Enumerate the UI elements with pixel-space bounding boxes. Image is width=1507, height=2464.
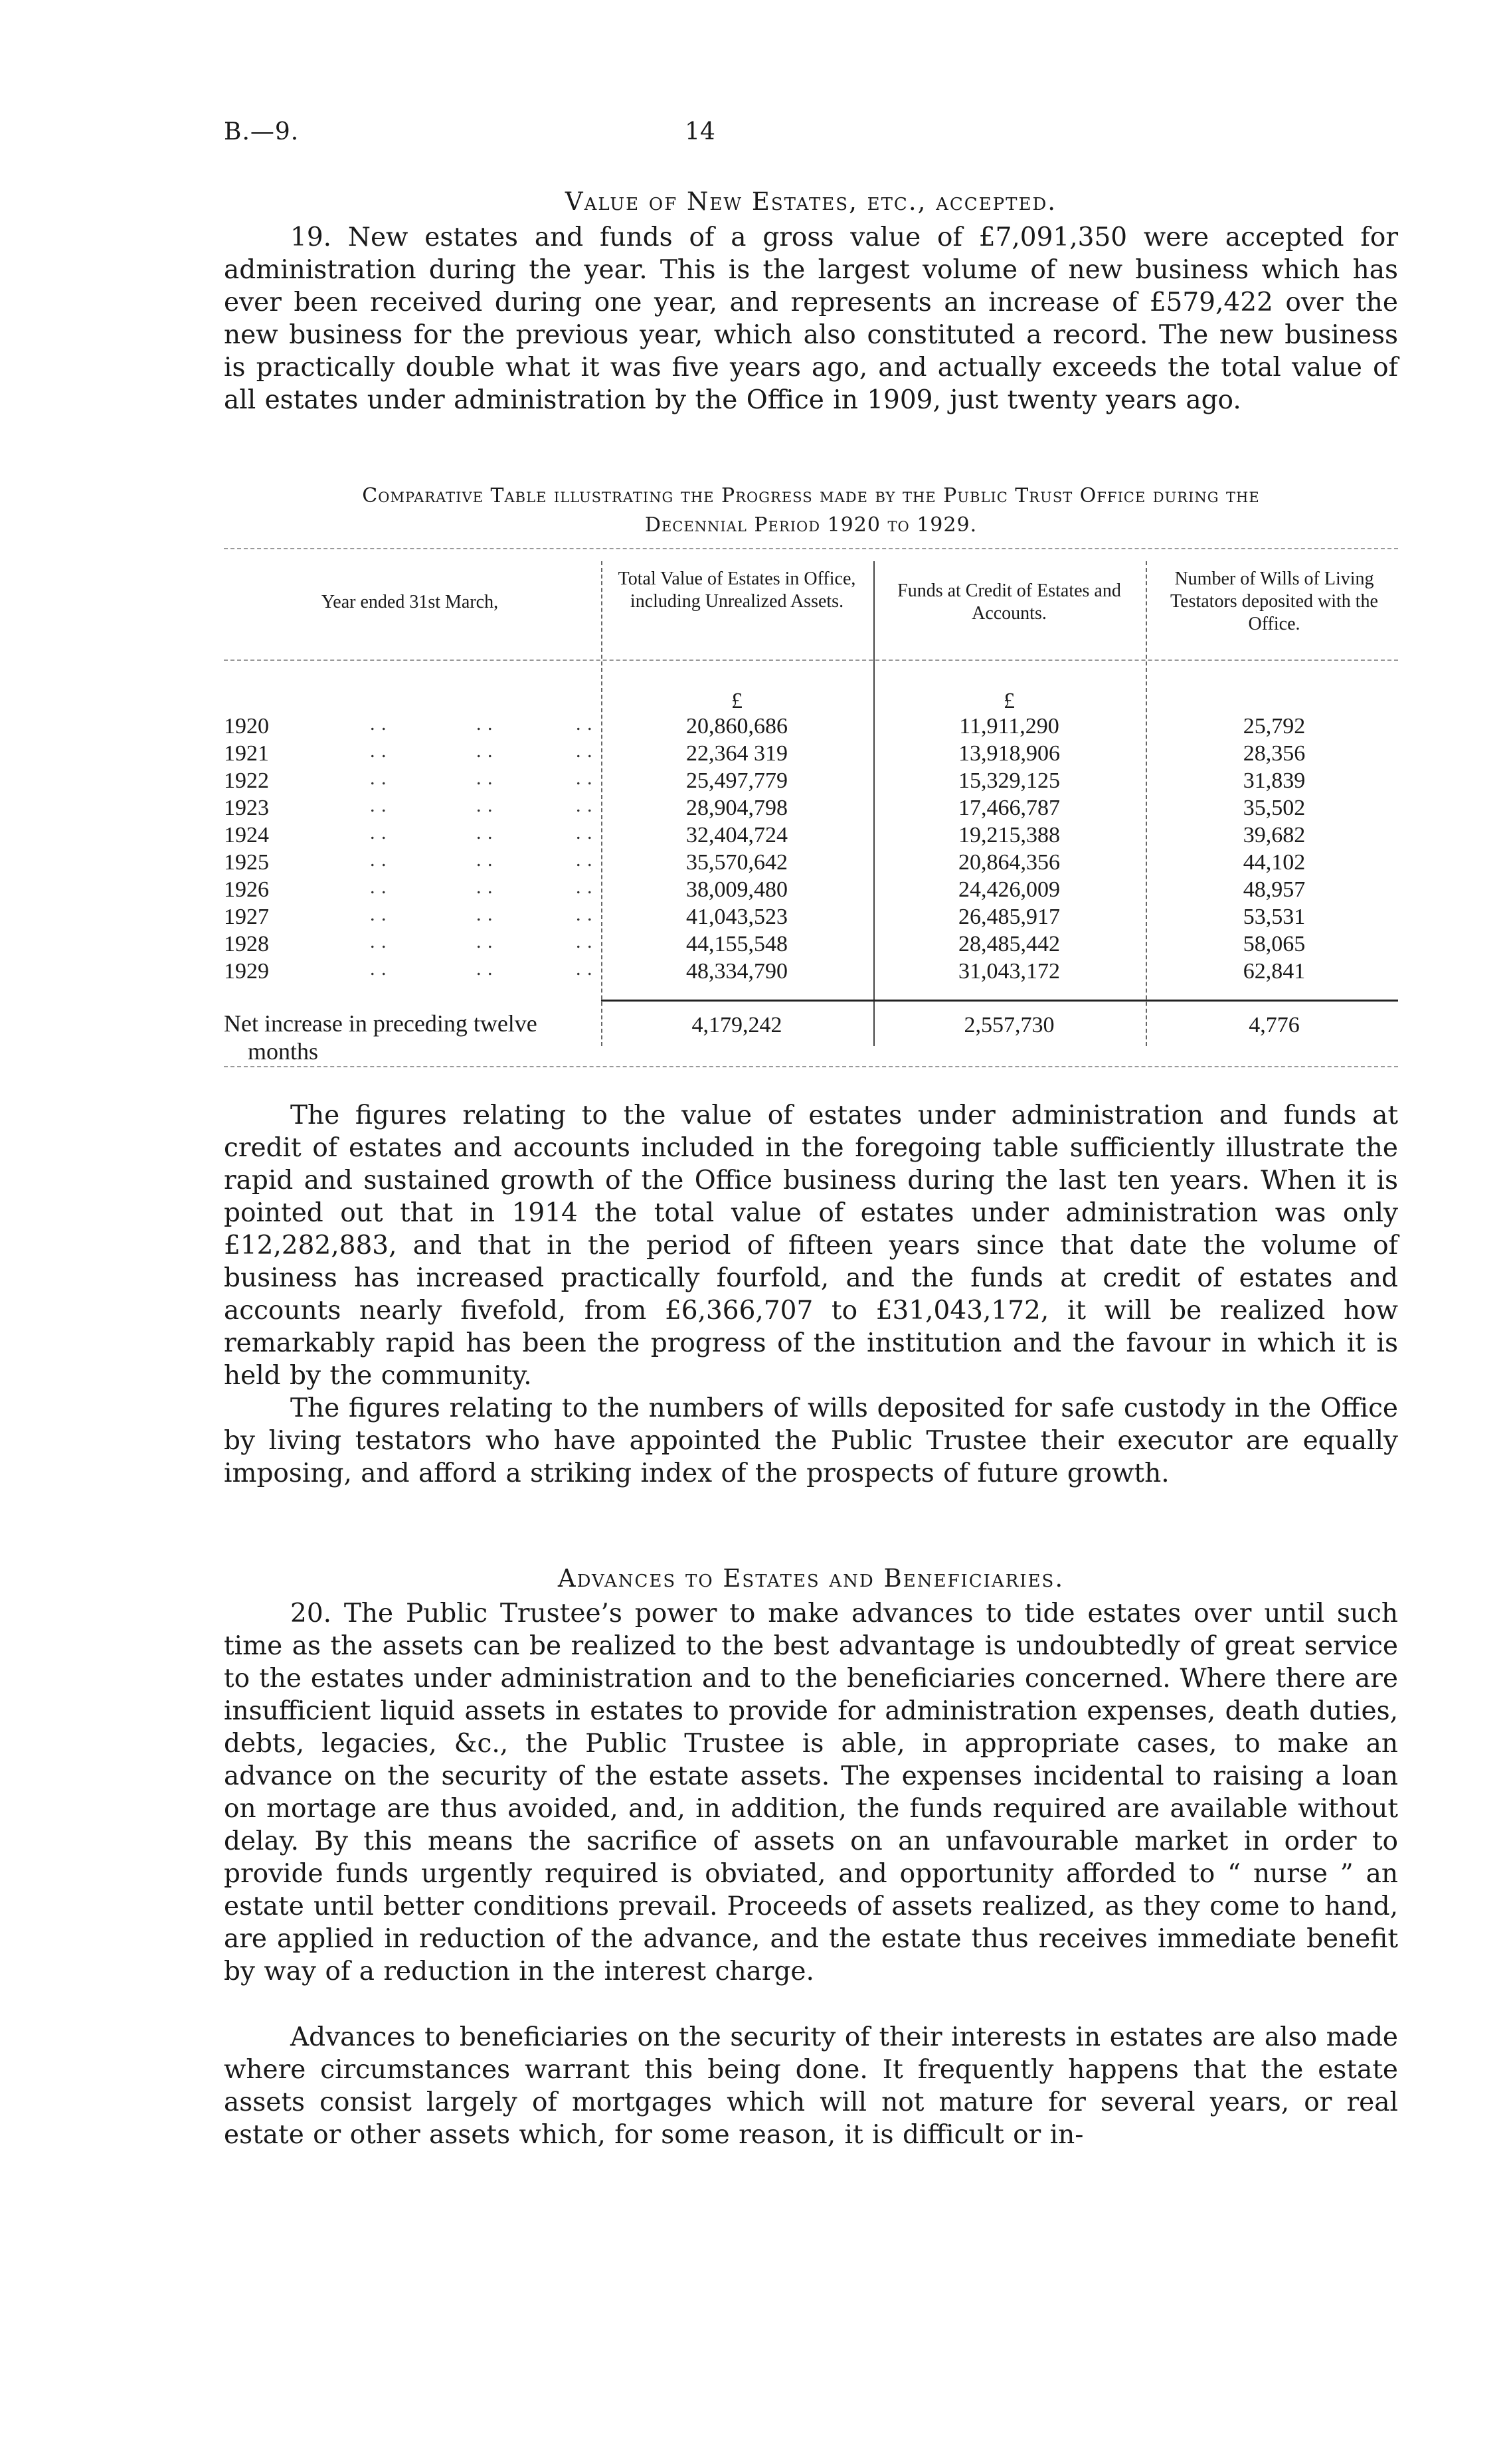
leader-dots: . .	[576, 930, 593, 952]
column-divider-1	[601, 561, 602, 1046]
table-caption-line2: Decennial Period 1920 to 1929.	[644, 513, 978, 537]
row-wills: 58,065	[1243, 932, 1306, 956]
row-funds: 28,485,442	[958, 932, 1060, 956]
leader-dots: . .	[576, 794, 593, 816]
row-total-value: 20,860,686	[686, 714, 788, 739]
net-increase-wills: 4,776	[1249, 1013, 1300, 1037]
leader-dots: . .	[576, 849, 593, 871]
paragraph-wills-figures: The figures relating to the numbers of wills deposited for safe custody in the Office by living testators who have appointed the Public Trustee their executor are equally imposing, and afford a striking index of the prospects of future growth.	[224, 1393, 1398, 1488]
row-total-value: 28,904,798	[686, 796, 788, 820]
row-funds: 13,918,906	[958, 741, 1060, 766]
page-number: 14	[685, 118, 715, 145]
leader-dots: . .	[476, 876, 493, 898]
leader-dots: . .	[370, 849, 387, 871]
row-funds: 17,466,787	[958, 796, 1060, 820]
leader-dots: . .	[370, 822, 387, 843]
row-year: 1927	[224, 905, 269, 929]
row-total-value: 41,043,523	[686, 905, 788, 929]
leader-dots: . .	[476, 767, 493, 789]
header-wills: Number of Wills of Living Testators deposited with the Office.	[1170, 569, 1378, 634]
row-total-value: 38,009,480	[686, 877, 788, 902]
leader-dots: . .	[370, 740, 387, 762]
row-wills: 35,502	[1243, 796, 1306, 820]
leader-dots: . .	[370, 930, 387, 952]
row-funds: 24,426,009	[958, 877, 1060, 902]
row-funds: 26,485,917	[958, 905, 1060, 929]
leader-dots: . .	[370, 713, 387, 735]
row-total-value: 35,570,642	[686, 850, 788, 875]
row-year: 1924	[224, 823, 269, 847]
row-funds: 19,215,388	[958, 823, 1060, 847]
leader-dots: . .	[370, 958, 387, 980]
row-year: 1920	[224, 714, 269, 739]
leader-dots: . .	[576, 767, 593, 789]
row-total-value: 48,334,790	[686, 959, 788, 984]
comparative-table	[224, 541, 1398, 1073]
leader-dots: . .	[370, 903, 387, 925]
row-year: 1926	[224, 877, 269, 902]
unit-total-value: £	[731, 689, 743, 713]
row-total-value: 22,364 319	[686, 741, 788, 766]
row-year: 1925	[224, 850, 269, 875]
column-divider-2	[873, 561, 875, 1046]
section-title-new-estates: Value of New Estates, etc., accepted.	[565, 187, 1057, 216]
paragraph-advances-beneficiaries: Advances to beneficiaries on the security of their interests in estates are also made where circumstances warrant this being done. It frequently happens that the estate assets consist largely of mortgages which will not mature for several years, or real estate or other assets which, for some reason, it is difficult or in-	[224, 2022, 1398, 2150]
leader-dots: . .	[476, 740, 493, 762]
leader-dots: . .	[370, 876, 387, 898]
paragraph-19: 19. New estates and funds of a gross value of £7,091,350 were accepted for administration during the year. This is the largest volume of new business which has ever been received during one year, and represents an increase of £579,422 over the new business for the previous year, which also constituted a record. The new business is practically double what it was five years ago, and actually exceeds the total value of all estates under administration by the Office in 1909, just twenty years ago.	[224, 222, 1398, 415]
row-wills: 53,531	[1243, 905, 1306, 929]
row-wills: 39,682	[1243, 823, 1306, 847]
unit-funds: £	[1004, 689, 1015, 713]
row-wills: 25,792	[1243, 714, 1306, 739]
row-funds: 20,864,356	[958, 850, 1060, 875]
net-increase-total-value: 4,179,242	[691, 1013, 782, 1037]
leader-dots: . .	[576, 740, 593, 762]
row-year: 1922	[224, 768, 269, 793]
leader-dots: . .	[476, 713, 493, 735]
row-wills: 44,102	[1243, 850, 1306, 875]
leader-dots: . .	[476, 958, 493, 980]
row-total-value: 25,497,779	[686, 768, 788, 793]
row-funds: 15,329,125	[958, 768, 1060, 793]
row-funds: 11,911,290	[959, 714, 1059, 739]
leader-dots: . .	[576, 822, 593, 843]
net-increase-funds: 2,557,730	[964, 1013, 1055, 1037]
net-increase-label	[224, 1010, 537, 1065]
leader-dots: . .	[476, 930, 493, 952]
row-total-value: 44,155,548	[686, 932, 788, 956]
table-top-rule	[224, 548, 1398, 549]
leader-dots: . .	[576, 876, 593, 898]
row-wills: 62,841	[1243, 959, 1306, 984]
column-divider-3	[1146, 561, 1147, 1046]
leader-dots: . .	[370, 794, 387, 816]
table-caption-line1: Comparative Table illustrating the Progress made by the Public Trust Office during the	[362, 484, 1260, 507]
row-wills: 28,356	[1243, 741, 1306, 766]
net-increase-label-line1: Net increase in preceding twelve	[224, 1010, 537, 1037]
row-year: 1928	[224, 932, 269, 956]
running-head	[224, 118, 1398, 151]
row-year: 1921	[224, 741, 269, 766]
table-header-rule	[224, 660, 1398, 661]
row-year: 1923	[224, 796, 269, 820]
section-title-advances: Advances to Estates and Beneficiaries.	[557, 1564, 1065, 1593]
leader-dots: . .	[476, 849, 493, 871]
totals-rule	[601, 1000, 1398, 1002]
leader-dots: . .	[476, 822, 493, 843]
paragraph-20: 20. The Public Trustee’s power to make advances to tide estates over until such time as the assets can be realized to the best advantage is undoubtedly of great service to the estates under administration and to the beneficiaries concerned. Where there are insufficient liquid assets in estates to provide for administration expenses, death duties, debts, legacies, &c., the Public Trustee is able, in appropriate cases, to make an advance on the security of the estate assets. The expenses incidental to raising a loan on mortage are thus avoided, and, in addition, the funds required are available without delay. By this means the sacrifice of assets on an unfavourable market in order to provide funds urgently required is obviated, and opportunity afforded to “ nurse ” an estate until better conditions prevail. Proceeds of assets realized, as they come to hand, are applied in reduction of the advance, and the estate thus receives immediate benefit by way of a reduction in the interest charge.	[224, 1599, 1398, 1986]
row-funds: 31,043,172	[958, 959, 1060, 984]
table-bottom-rule	[224, 1066, 1398, 1067]
header-year: Year ended 31st March,	[321, 592, 499, 612]
row-wills: 31,839	[1243, 768, 1306, 793]
net-increase-label-line2: months	[248, 1038, 319, 1065]
header-total-value: Total Value of Estates in Office, including Unrealized Assets.	[618, 569, 856, 612]
row-wills: 48,957	[1243, 877, 1306, 902]
leader-dots: . .	[476, 903, 493, 925]
document-reference: B.—9.	[224, 118, 300, 145]
header-funds: Funds at Credit of Estates and Accounts.	[897, 580, 1121, 624]
leader-dots: . .	[370, 767, 387, 789]
leader-dots: . .	[576, 713, 593, 735]
leader-dots: . .	[576, 903, 593, 925]
leader-dots: . .	[476, 794, 493, 816]
paragraph-growth-figures: The figures relating to the value of estates under administration and funds at credit of estates and accounts included in the foregoing table sufficiently illustrate the rapid and sustained growth of the Office business during the last ten years. When it is pointed out that in 1914 the total value of estates under administration was only £12,282,883, and that in the period of fifteen years since that date the volume of business has increased practically fourfold, and the funds at credit of estates and accounts nearly fivefold, from £6,366,707 to £31,043,172, it will be realized how remarkably rapid has been the progress of the institution and the favour in which it is held by the community.	[224, 1100, 1398, 1391]
row-total-value: 32,404,724	[686, 823, 788, 847]
leader-dots: . .	[576, 958, 593, 980]
row-year: 1929	[224, 959, 269, 984]
